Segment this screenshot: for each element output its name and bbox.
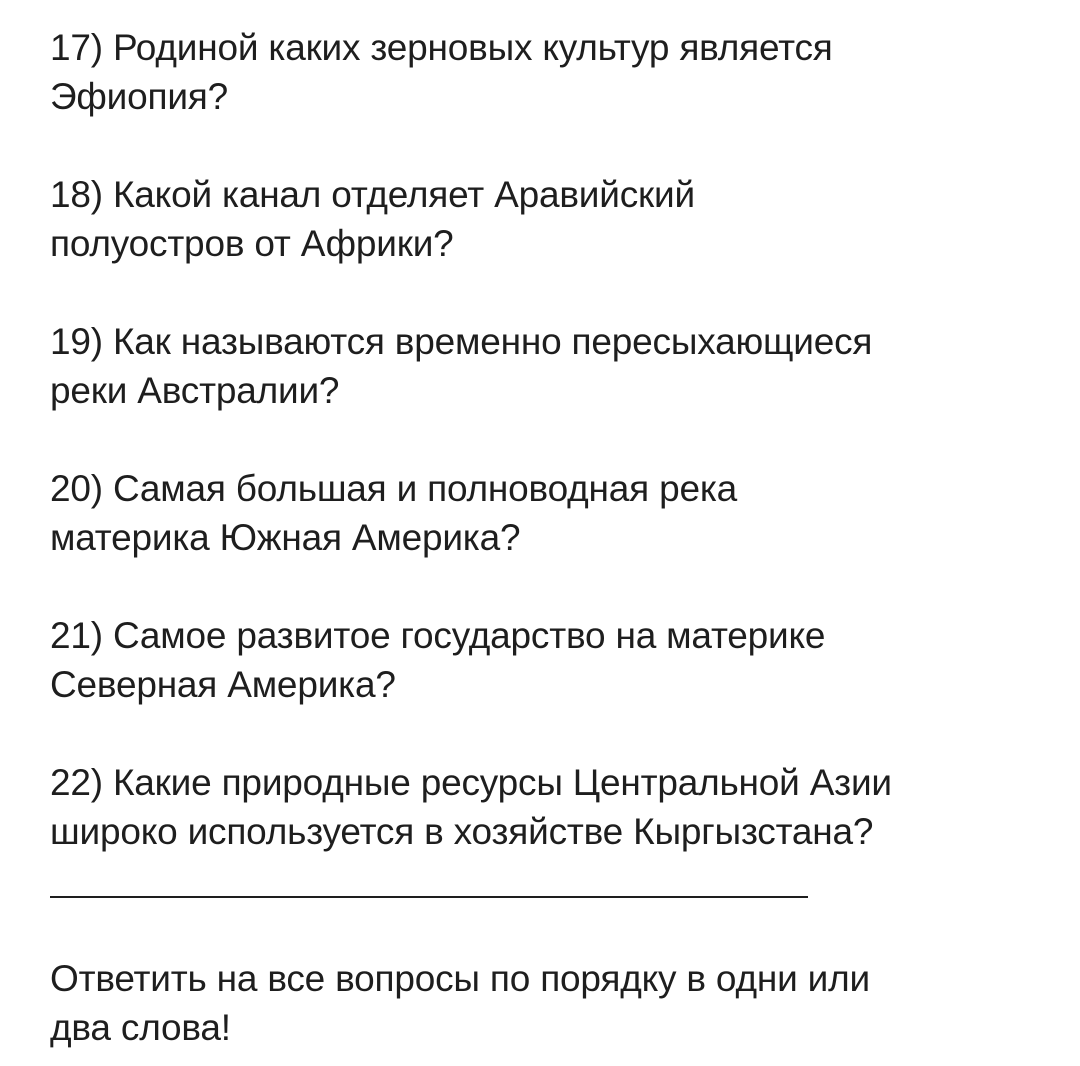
question-21-line-2: Северная Америка? — [50, 664, 396, 705]
question-17-line-1: 17) Родиной каких зерновых культур является — [50, 27, 833, 68]
question-19-line-2: реки Австралии? — [50, 370, 340, 411]
question-21-line-1: 21) Самое развитое государство на материке — [50, 615, 826, 656]
question-18-line-2: полуостров от Африки? — [50, 223, 454, 264]
question-20-line-1: 20) Самая большая и полноводная река — [50, 468, 738, 509]
separator-line — [50, 896, 808, 898]
instruction-line-2: два слова! — [50, 1007, 231, 1048]
question-18-line-1: 18) Какой канал отделяет Аравийский — [50, 174, 695, 215]
question-17-line-2: Эфиопия? — [50, 76, 228, 117]
instruction-line-1: Ответить на все вопросы по порядку в одни или — [50, 958, 870, 999]
question-19-line-1: 19) Как называются временно пересыхающиеся — [50, 321, 873, 362]
question-22-line-1: 22) Какие природные ресурсы Центральной Азии — [50, 762, 892, 803]
question-22-line-2: широко используется в хозяйстве Кыргызстана? — [50, 811, 874, 852]
question-20-line-2: материка Южная Америка? — [50, 517, 521, 558]
